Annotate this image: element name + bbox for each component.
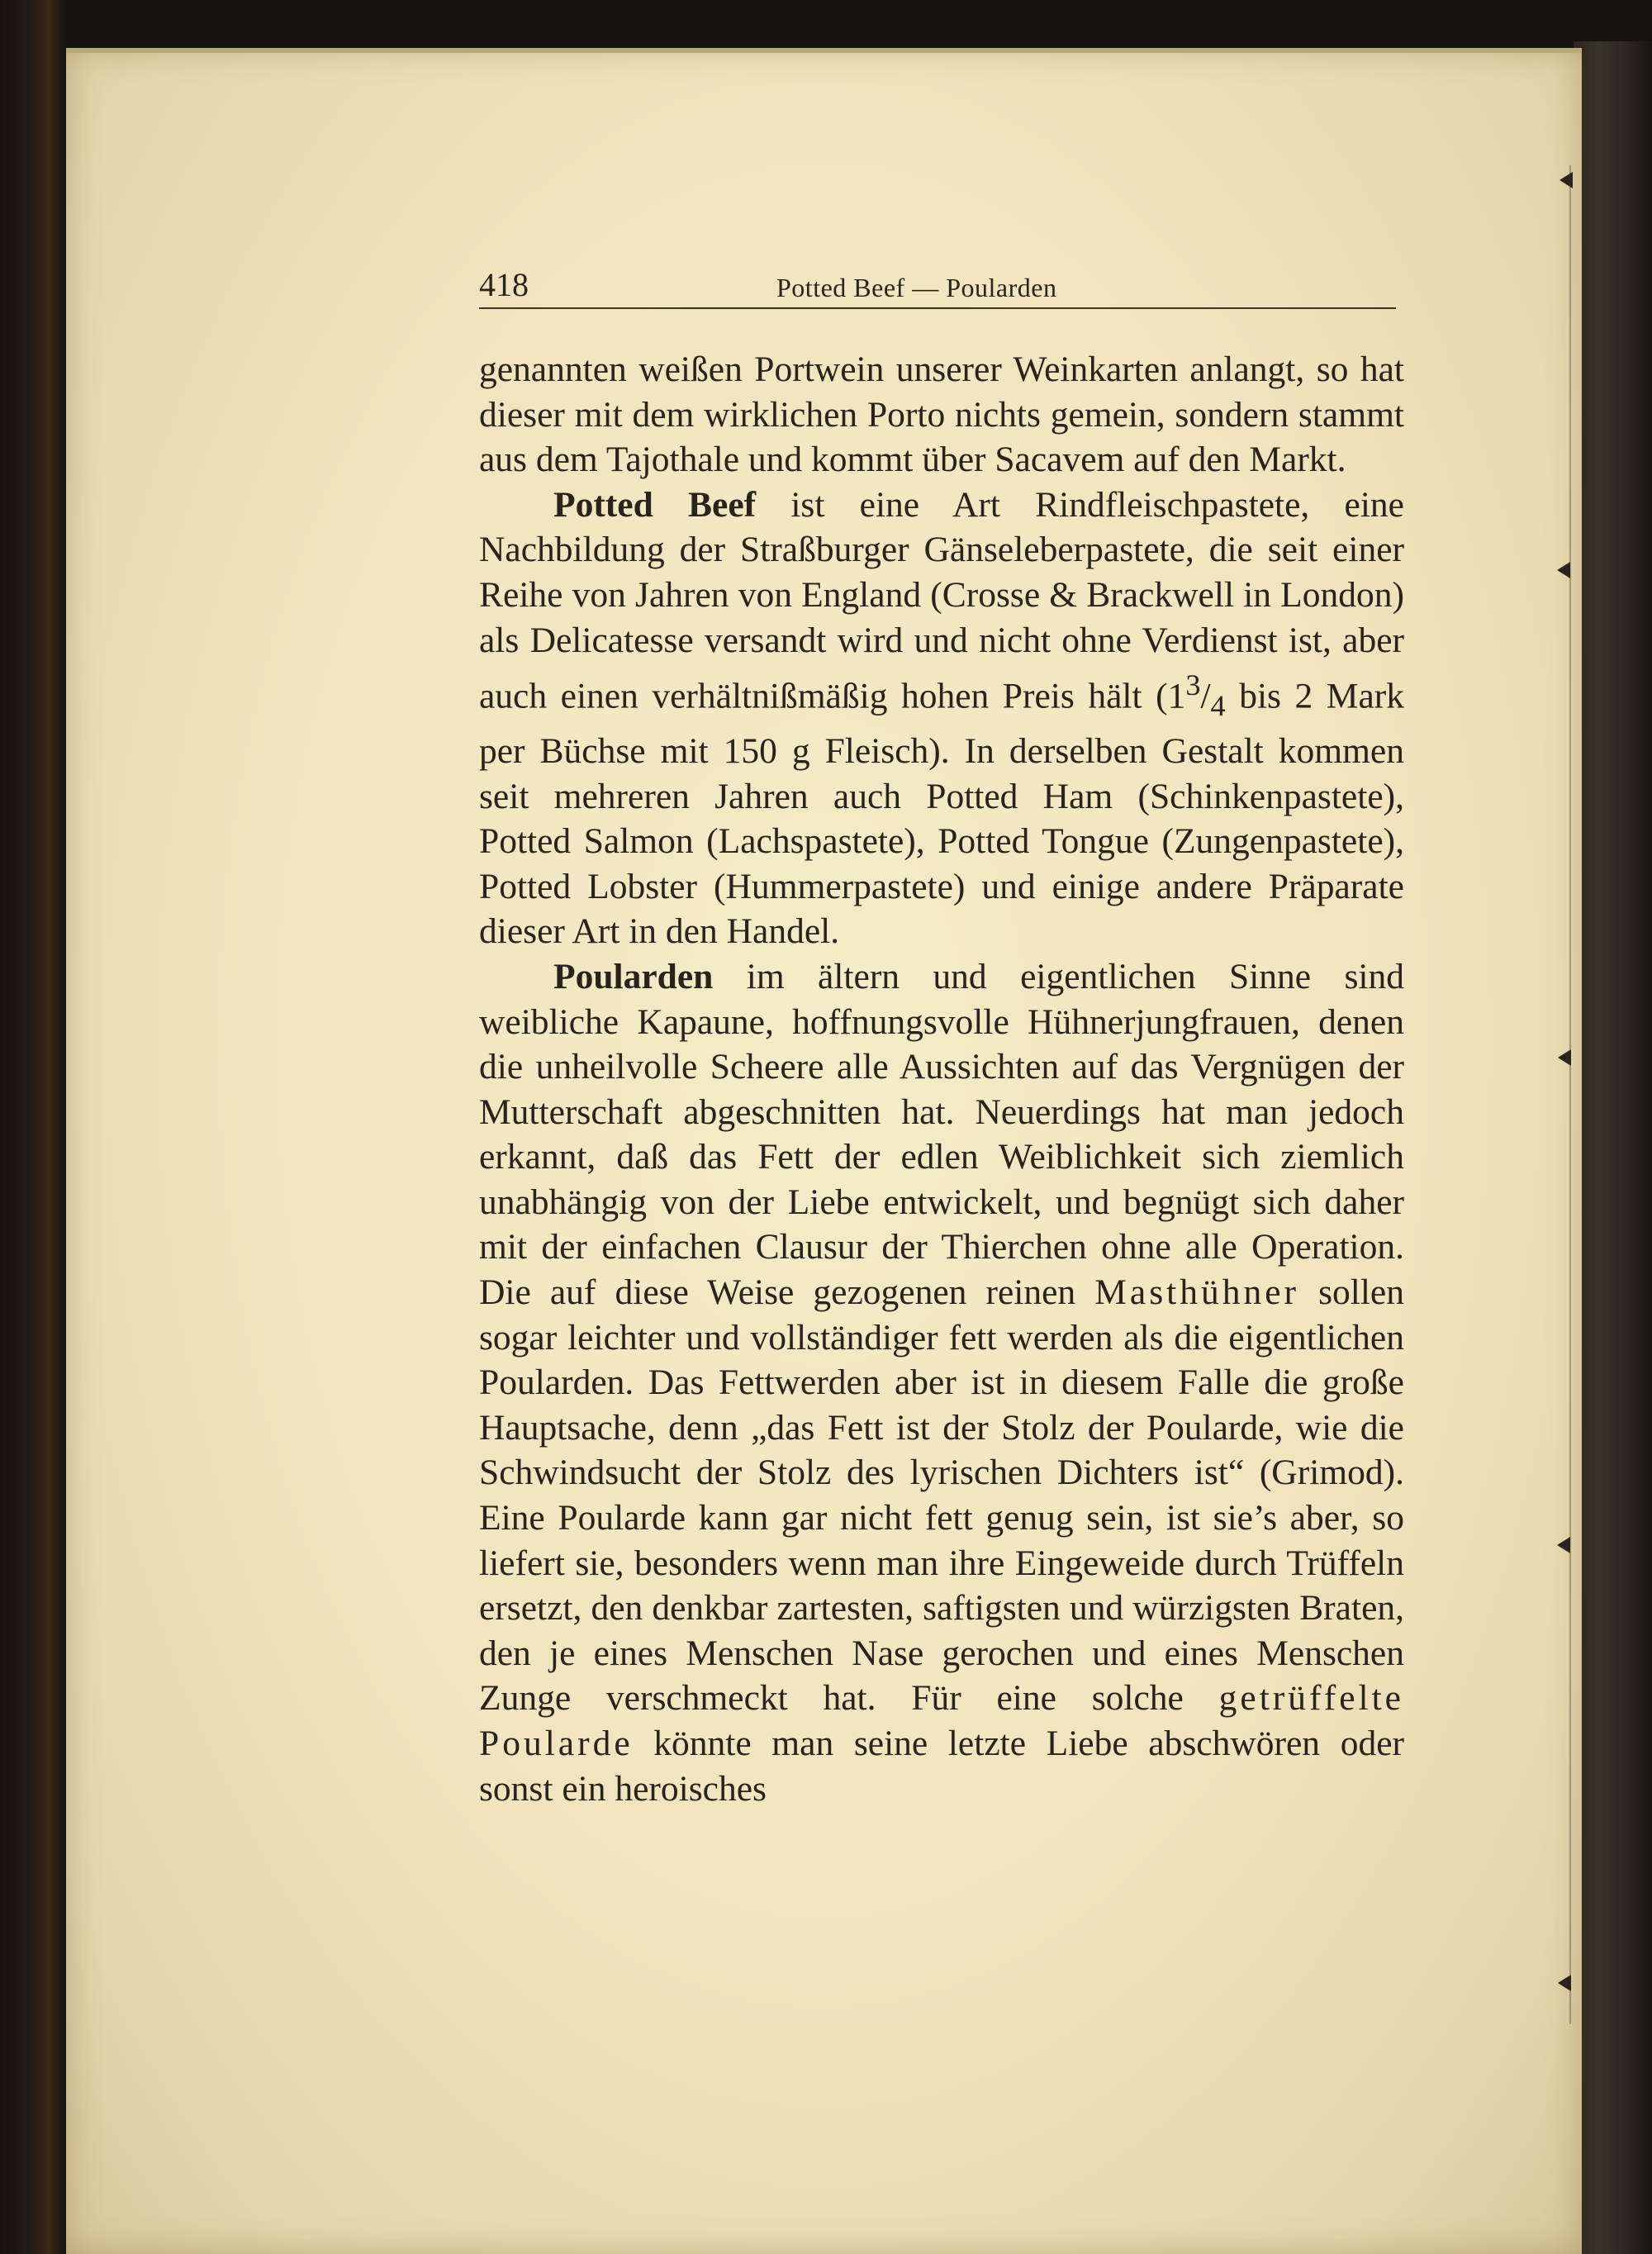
emphasis-getrueffelte-poularde: getrüffelte Poularde <box>479 1678 1404 1763</box>
page-number: 418 <box>479 266 529 303</box>
binding-thread-mark <box>1558 1049 1571 1066</box>
paragraph-poularden <box>479 954 1404 1811</box>
paragraph-text: sollen sogar leichter und vollständiger fett werden als die eigentlichen Poularden. Das Fettwerden aber ist in diesem Falle die große Hauptsache, denn „das Fett ist der Stolz der Poularde, wie die Schwindsucht der Stolz des lyrischen Dichters ist“ (Grimod). Eine Poularde kann gar nicht fett genug sein, ist sie’s aber, so liefert sie, besonders wenn man ihre Eingeweide durch Trüffeln ersetzt, den denkbar zartesten, saftigsten und würzigsten Braten, den je eines Menschen Nase gerochen und eines Menschen Zunge verschmeckt hat. Für eine solche <box>479 1272 1404 1719</box>
paragraph-text: bis 2 Mark per Büchse mit 150 g Fleisch). In derselben Gestalt kommen seit mehreren Jahren auch Potted Ham (Schinkenpastete), Potted Salmon (Lachspastete), Potted Tongue (Zungenpastete), Potted Lobster (Hummerpastete) und einige andere Präparate dieser Art in den Handel. <box>479 676 1404 952</box>
binding-rule <box>1569 165 1571 2024</box>
book-edge <box>1574 41 1652 2254</box>
paragraph-portwein <box>479 347 1404 483</box>
fraction-denominator: 4 <box>1210 689 1226 723</box>
fraction-slash: / <box>1200 676 1211 716</box>
fraction-numerator: 3 <box>1185 668 1201 702</box>
emphasis-masthuehner: Masthühner <box>1094 1272 1300 1313</box>
entry-term-poularden: Poularden <box>553 956 714 996</box>
paragraph-potted-beef <box>479 483 1404 954</box>
entry-term-potted-beef: Potted Beef <box>553 484 757 525</box>
paragraph-text: ist eine Art Rindfleischpastete, eine Nachbildung der Straßburger Gänseleberpastete, die seit einer Reihe von Jahren von England (Crosse & Brackwell in London) als Delicatesse versandt wird und nicht ohne Verdienst ist, aber auch einen verhältnißmäßig hohen Preis hält (1 <box>479 484 1404 716</box>
binding-thread-mark <box>1557 562 1570 578</box>
body-text <box>479 347 1404 1811</box>
paragraph-text: könnte man seine letzte Liebe abschwören oder sonst ein heroisches <box>479 1724 1404 1809</box>
running-head: Potted Beef — Poularden <box>776 273 1057 302</box>
page-top-edge <box>66 48 1582 53</box>
binding-thread-mark <box>1559 172 1573 188</box>
binding-thread-mark <box>1557 1537 1570 1553</box>
paragraph-text: im ältern und eigentlichen Sinne sind weibliche Kapaune, hoffnungsvolle Hühnerjungfrauen, denen die unheilvolle Scheere alle Aussichten auf das Vergnügen der Mutterschaft abgeschnitten hat. Neuerdings hat man jedoch erkannt, daß das Fett der edlen Weiblichkeit sich ziemlich unabhängig von der Liebe entwickelt, und begnügt sich daher mit der einfachen Clausur der Thierchen ohne alle Operation. Die auf diese Weise gezogenen reinen <box>479 956 1404 1313</box>
paragraph-text: genannten weißen Portwein unserer Weinkarten anlangt, so hat dieser mit dem wirklichen Porto nichts gemein, sondern stammt aus dem Tajothale und kommt über Sacavem auf den Markt. <box>479 350 1404 480</box>
binding-thread-mark <box>1558 1975 1571 1991</box>
page-header <box>479 266 1396 309</box>
